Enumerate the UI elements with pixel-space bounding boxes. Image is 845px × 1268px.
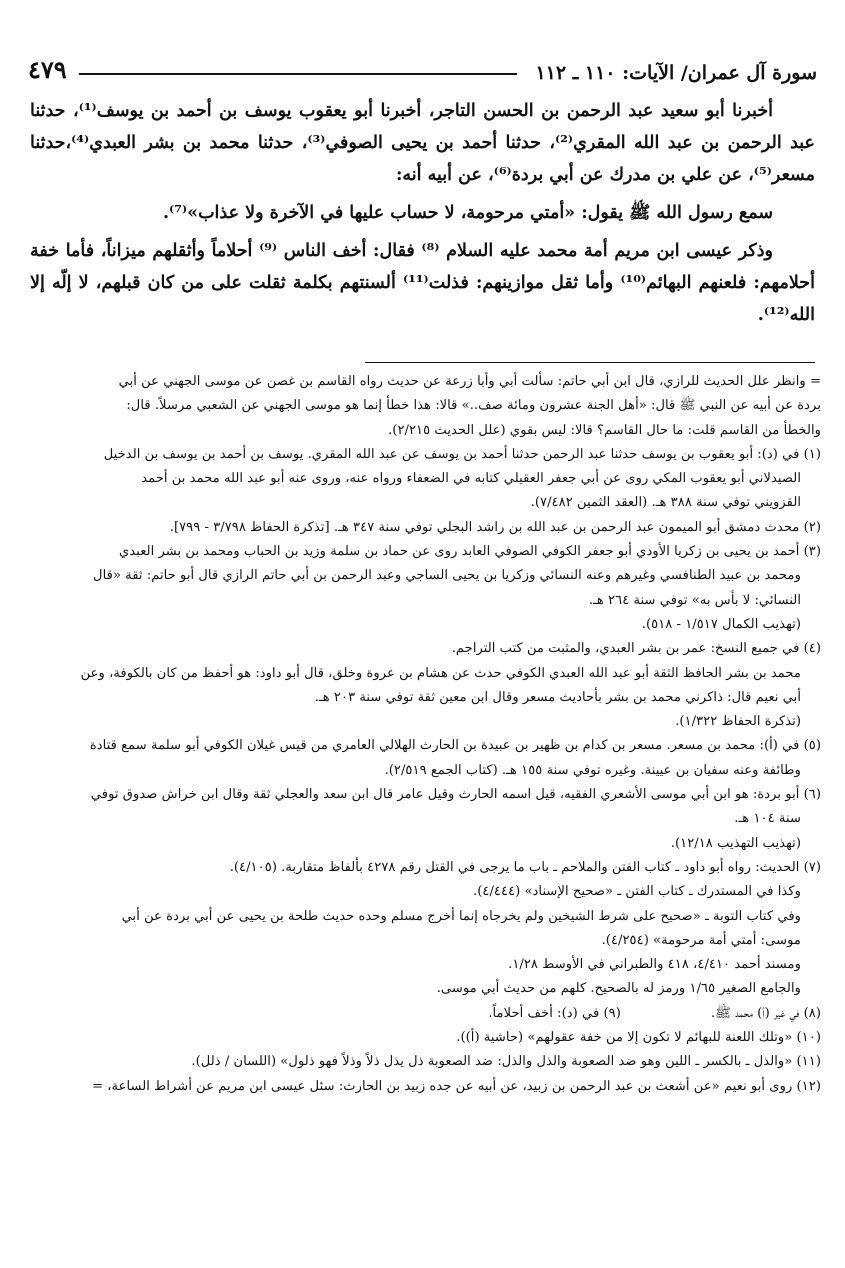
footnotes: [24, 370, 821, 1099]
footnote-line: (١) في (د): أبو يعقوب بن يوسف حدثنا عبد الرحمن حدثنا أحمد بن يوسف عن عبد الله المقري. يوسف بن أحمد بن يوسف بن الدخيل: [103, 446, 821, 462]
footnote-row-8-9: [24, 1002, 821, 1026]
footnote-12: [24, 1075, 821, 1099]
footnote-line: (تهذيب التهذيب ١٢/١٨).: [670, 835, 801, 851]
footnote-line: أبي نعيم قال: ذاكرني محمد بن بشر بأحاديث مسعر وقال ابن معين ثقة توفي سنة ٢٠٣ هـ.: [314, 689, 801, 705]
footnote-line: محمد بن بشر الحافظ الثقة أبو عبد الله العبدي الكوفي حدث عن هشام بن عروة وخلق، قال أبو داود: هو أحفظ من كان بالكوفة، وعن: [80, 665, 801, 681]
footnote-1: [24, 443, 821, 516]
footnote-line: (١٠) «وتلك اللعنة للبهائم لا تكون إلا من خفة عقولهم» (حاشية (أ)).: [456, 1030, 821, 1046]
footnote-line: (١٢) روى أبو نعيم «عن أشعث بن عبد الرحمن بن زبيد، عن أبيه عن جده زبيد بن الحارث: سئل عيسى ابن مريم عن أشراط الساعة، =: [92, 1078, 821, 1094]
footnote-2: [24, 516, 821, 540]
paragraph-isnad: أخبرنا أبو سعيد عبد الرحمن بن الحسن التاجر، أخبرنا أبو يعقوب يوسف بن أحمد بن يوسف⁽¹⁾، حدثنا عبد الرحمن بن عبد الله المقري⁽²⁾، حدثنا أحمد بن يحيى الصوفي⁽³⁾، حدثنا محمد بن بشر العبدي⁽⁴⁾،حدثنا مسعر⁽⁵⁾، عن علي بن مدرك عن أبي بردة⁽⁶⁾، عن أبيه أنه:: [30, 101, 815, 185]
footnote-line: = وانظر علل الحديث للرازي، قال ابن أبي حاتم: سألت أبي وأبا زرعة عن حديث رواه القاسم بن غصن عن موسى الجهني عن أبي: [118, 374, 821, 389]
footnote-line: وطائفة وعنه سفيان بن عيينة. وغيره توفي سنة ١٥٥ هـ. (كتاب الجمع ٢/٥١٩).: [384, 762, 801, 778]
footnote-5: [24, 734, 821, 783]
footnote-line: وفي كتاب التوبة ـ «صحيح على شرط الشيخين ولم يخرجاه إنما أخرج مسلم وحده حديث طلحة بن يحيى عن أبي بردة عن أبي: [121, 908, 801, 924]
footnote-line: موسى: أمتي أمة مرحومة» (٤/٢٥٤).: [601, 932, 801, 948]
footnote-line: (٦) أبو بردة: هو ابن أبي موسى الأشعري الفقيه، قيل اسمه الحارث وقيل عامر قال ابن سعد والعجلي ثقة وقال ابن خراش صدوق توفي: [90, 787, 821, 803]
footnote-line: (تذكرة الحفاظ ١/٣٢٢).: [675, 714, 801, 730]
footnote-line: (٥) في (أ): محمد بن مسعر. مسعر بن كدام بن ظهير بن عبيدة بن الحارث الهلالي العامري من قيس غيلان الكوفي أبو سلمة سمع قتادة: [89, 738, 821, 754]
footnote-line: بردة عن أبيه عن النبي ﷺ قال: «أهل الجنة عشرون ومائة صف..» قالا: هذا خطأ إنما هو موسى الجهني عن الشعبي مرسلاً. قال:: [126, 398, 821, 414]
running-title: سورة آل عمران/ الآيات: ١١٠ ـ ١١٢: [535, 62, 817, 84]
paragraph-isa: وذكر عيسى ابن مريم أمة محمد عليه السلام ⁽⁸⁾ فقال: أخف الناس ⁽⁹⁾ أحلاماً وأثقلهم ميزاناً، فأما خفة أحلامهم: فلعنهم البهائم⁽¹⁰⁾ وأما ثقل موازينهم: فذلت⁽¹¹⁾ ألسنتهم بكلمة ثقلت على من كان قبلهم، لا إلّه إلا الله⁽¹²⁾.: [30, 241, 815, 325]
paragraph-hadith: سمع رسول الله ﷺ يقول: «أمتي مرحومة، لا حساب عليها في الآخرة ولا عذاب»⁽⁷⁾.: [162, 203, 773, 223]
footnote-line: سنة ١٠٤ هـ.: [734, 811, 801, 827]
main-text: [30, 95, 815, 337]
footnote-line: (٤) في جميع النسخ: عمر بن بشر العبدي، والمثبت من كتب التراجم.: [451, 641, 821, 657]
footnote-separator: [365, 362, 815, 363]
footnote-line: القزويني توفي سنة ٣٨٨ هـ. (العقد الثمين ٧/٤٨٢).: [530, 495, 801, 511]
footnote-line: والخطأ من القاسم قلت: ما حال القاسم؟ قالا: ليس بقوي (علل الحديث ٢/٢١٥).: [388, 422, 821, 438]
footnote-10: [24, 1026, 821, 1050]
page-number: ٤٧٩: [28, 55, 67, 84]
footnote-6: [24, 783, 821, 856]
footnote-line: ومحمد بن عبيد الطنافسي وغيرهم وعنه النسائي وزكريا بن يحيى الساجي وعبد الرحمن بن أبي حاتم الرازي قال أبو حاتم: ثقة «قال: [92, 568, 801, 584]
footnote-continued: [24, 370, 821, 443]
header-rule: [79, 73, 518, 75]
footnote-3: [24, 540, 821, 637]
footnote-line: النسائي: لا بأس به» توفي سنة ٢٦٤ هـ.: [588, 592, 801, 608]
footnote-11: [24, 1050, 821, 1074]
footnote-8: (٨) في غير (أ) محمد ﷺ.: [710, 1005, 821, 1021]
footnote-line: (٣) أحمد بن يحيى بن زكريا الأودي أبو جعفر الكوفي الصوفي العابد روى عن حماد بن سلمة وزيد بن الحباب ومحمد بن بشر العبدي: [119, 544, 821, 560]
footnote-9: (٩) في (د): أخف أحلاماً.: [488, 1005, 621, 1021]
footnote-line: (٧) الحديث: رواه أبو داود ـ كتاب الفتن والملاحم ـ باب ما يرجى في القتل رقم ٤٢٧٨ بألفاظ متقاربة. (٤/١٠٥).: [229, 859, 821, 875]
footnote-line: وكذا في المستدرك ـ كتاب الفتن ـ «صحيح الإسناد» (٤/٤٤٤).: [473, 884, 801, 900]
page-header: [28, 50, 817, 84]
footnote-line: (١١) «والذل ـ بالكسر ـ اللين وهو ضد الصعوبة والذل والذل: ضد الصعوبة ذل يذل ذلاً وذلاً فهو ذلول» (اللسان / ذلل).: [191, 1054, 821, 1070]
footnote-7: [24, 856, 821, 1002]
footnote-4: [24, 637, 821, 734]
footnote-line: الصيدلاني أبو يعقوب المكي روى عن أبي جعفر العقيلي كتابه في الضعفاء ورواه عنه، وروى عنه أبو عبد الله محمد بن أحمد: [141, 471, 801, 487]
footnote-line: (تهذيب الكمال ١/٥١٧ - ٥١٨).: [641, 616, 801, 632]
footnote-line: والجامع الصغير ١/٦٥ ورمز له بالصحيح. كلهم من حديث أبي موسى.: [436, 981, 801, 997]
footnote-line: (٢) محدث دمشق أبو الميمون عبد الرحمن بن عبد الله بن راشد البجلي توفي سنة ٣٤٧ هـ. [تذكرة الحفاظ ٣/٧٩٨ - ٧٩٩].: [169, 519, 821, 535]
footnote-line: ومسند أحمد ٤/٤١٠، ٤١٨ والطبراني في الأوسط ١/٢٨.: [508, 957, 801, 973]
